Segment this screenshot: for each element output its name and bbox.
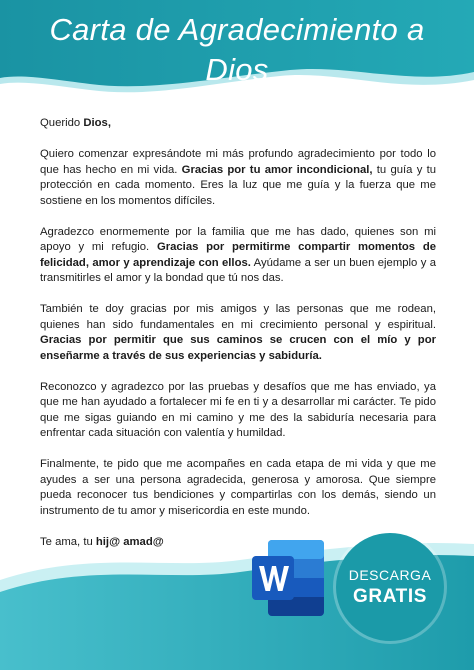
title-line-1: Carta de Agradecimiento a <box>49 12 425 47</box>
greeting-prefix: Querido <box>40 117 84 129</box>
title-line-2: Dios <box>205 52 269 87</box>
text-run: Quiero comenzar expresándote mi más profundo agradecimiento por todo lo que has hecho en mi vida. <box>40 148 436 176</box>
paragraph-5 <box>40 457 436 519</box>
text-run: tu guía y tu protección en cada momento. Eres la luz que me guía y la fuerza que me sostiene en los momentos difíciles. <box>40 163 437 207</box>
bold-text-run: Gracias por tu amor incondicional, <box>181 163 373 176</box>
paragraph-1 <box>40 147 436 209</box>
text-run: Agradezco enormemente por la familia que me has dado, quienes son mi apoyo y mi refugio. <box>40 225 436 253</box>
download-free-button[interactable] <box>336 533 444 641</box>
cta-line-1: DESCARGA <box>348 567 432 583</box>
text-run: Ayúdame a ser un buen ejemplo y a transmitirles el amor y la bondad que tú nos das. <box>40 256 437 284</box>
signoff-prefix: Te ama, tu <box>40 535 96 548</box>
page-title <box>0 10 474 90</box>
text-run: También te doy gracias por mis amigos y las personas que me rodean, quienes han sido fundamentales en mi crecimiento personal y espiritual. <box>40 303 436 331</box>
letter-body <box>40 116 436 566</box>
paragraph-2 <box>40 225 436 287</box>
text-run: Reconozco y agradezco por las pruebas y desafíos que me has enviado, ya que me han ayudado a fortalecer mi fe en ti y a desarrollar mi carácter. Te pido que me sigas guiando en mi camino y me des la sabiduría necesaria para enfrentar cada situación con valentía y humildad. <box>40 380 436 439</box>
microsoft-word-icon[interactable] <box>250 538 326 618</box>
greeting-name: Dios, <box>83 117 111 129</box>
header-banner <box>0 0 474 100</box>
cta-line-2: GRATIS <box>353 586 427 607</box>
bold-text-run: Gracias por permitirme compartir momentos de felicidad, amor y aprendizaje con ellos. <box>40 241 437 269</box>
text-run: Finalmente, te pido que me acompañes en cada etapa de mi vida y que me ayudes a ser una persona agradecida, generosa y amorosa. Que siempre pueda reconocer tus bendiciones y compartirlas con los demás, siendo un instrumento de tu amor y misericordia en este mundo. <box>40 458 436 517</box>
paragraph-3 <box>40 302 436 364</box>
bold-text-run: Gracias por permitir que sus caminos se crucen con el mío y por enseñarme a través de sus experiencias y sabiduría. <box>40 334 436 362</box>
greeting <box>40 116 436 132</box>
signoff-name: hij@ amad@ <box>95 535 164 548</box>
paragraph-4 <box>40 380 436 442</box>
